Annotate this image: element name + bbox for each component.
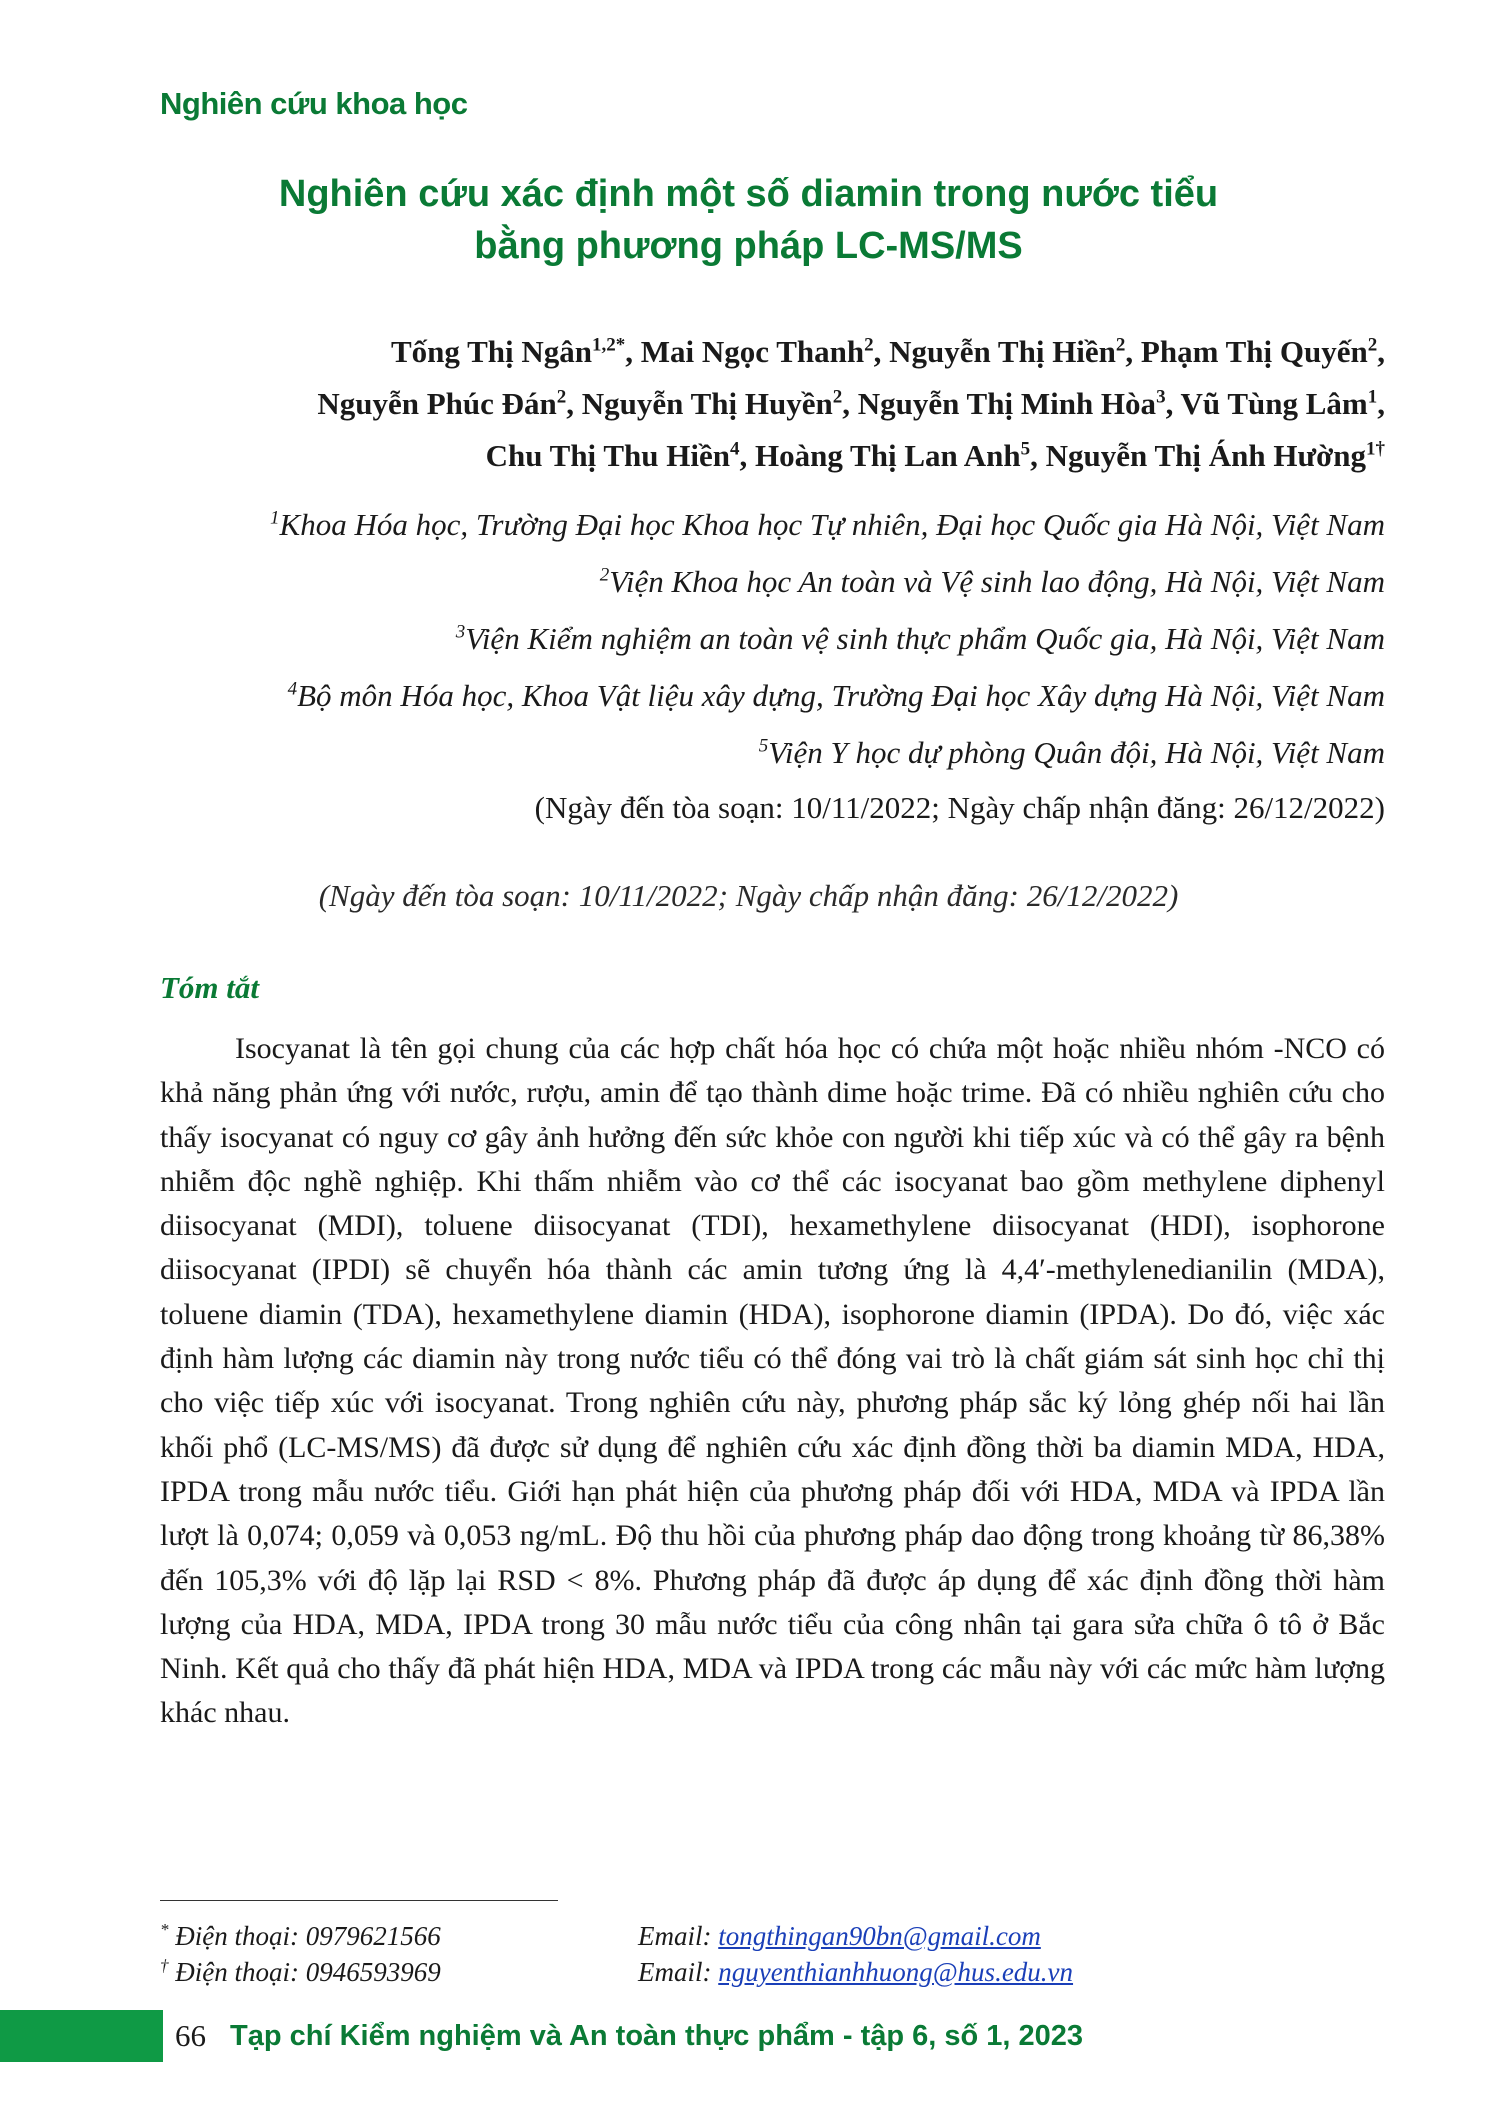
phone-text: Điện thoại: 0946593969 xyxy=(175,1957,441,1987)
affiliation-text: Bộ môn Hóa học, Khoa Vật liệu xây dựng, Trường Đại học Xây dựng Hà Nội, Việt Nam xyxy=(297,678,1385,713)
author-affiliation-mark: 2 xyxy=(1115,334,1126,356)
author-name: Mai Ngọc Thanh xyxy=(640,334,865,369)
article-title xyxy=(0,168,1497,272)
footnote-mark: * xyxy=(160,1920,169,1939)
author-list xyxy=(317,326,1385,482)
author-name: Nguyễn Phúc Đán xyxy=(317,386,557,421)
footnote-phone xyxy=(160,1954,441,1990)
author-affiliation-mark: 1,2* xyxy=(591,334,626,356)
author-separator: , xyxy=(1030,438,1046,473)
email-label: Email: xyxy=(638,1921,719,1951)
affiliation-text: Khoa Hóa học, Trường Đại học Khoa học Tự nhiên, Đại học Quốc gia Hà Nội, Việt Nam xyxy=(279,507,1385,542)
affiliation-text: Viện Y học dự phòng Quân đội, Hà Nội, Việt Nam xyxy=(768,735,1385,770)
footnote-divider xyxy=(160,1900,558,1901)
abstract-body: Isocyanat là tên gọi chung của các hợp chất hóa học có chứa một hoặc nhiều nhóm -NCO có khả năng phản ứng với nước, rượu, amin để tạo thành dime hoặc trime. Đã có nhiều nghiên cứu cho thấy isocyanat có nguy cơ gây ảnh hưởng đến sức khỏe con người khi tiếp xúc và có thể gây ra bệnh nhiễm độc nghề nghiệp. Khi thấm nhiễm vào cơ thể các isocyanat bao gồm methylene diphenyl diisocyanat (MDI), toluene diisocyanat (TDI), hexamethylene diisocyanat (HDI), isophorone diisocyanat (IPDI) sẽ chuyển hóa thành các amin tương ứng là 4,4′-methylenedianilin (MDA), toluene diamin (TDA), hexamethylene diamin (HDA), isophorone diamin (IPDA). Do đó, việc xác định hàm lượng các diamin này trong nước tiểu có thể đóng vai trò là chất giám sát sinh học chỉ thị cho việc tiếp xúc với isocyanat. Trong nghiên cứu này, phương pháp sắc ký lỏng ghép nối hai lần khối phổ (LC-MS/MS) đã được sử dụng để nghiên cứu xác định đồng thời ba diamin MDA, HDA, IPDA trong mẫu nước tiểu. Giới hạn phát hiện của phương pháp đối với HDA, MDA và IPDA lần lượt là 0,074; 0,059 và 0,053 ng/mL. Độ thu hồi của phương pháp dao động trong khoảng từ 86,38% đến 105,3% với độ lặp lại RSD < 8%. Phương pháp đã được áp dụng để xác định đồng thời hàm lượng của HDA, MDA, IPDA trong 30 mẫu nước tiểu của công nhân tại gara sửa chữa ô tô ở Bắc Ninh. Kết quả cho thấy đã phát hiện HDA, MDA và IPDA trong các mẫu này với các mức hàm lượng khác nhau. xyxy=(160,1032,1385,1730)
section-label: Nghiên cứu khoa học xyxy=(160,86,468,121)
article-title-line-2: bằng phương pháp LC-MS/MS xyxy=(474,225,1023,267)
footnote-row xyxy=(160,1954,1400,1990)
email-link[interactable]: nguyenthianhhuong@hus.edu.vn xyxy=(718,1957,1074,1987)
affiliation xyxy=(270,496,1385,553)
journal-name: Tạp chí Kiểm nghiệm và An toàn thực phẩm - tập 6, số 1, 2023 xyxy=(230,2019,1084,2052)
phone-text: Điện thoại: 0979621566 xyxy=(175,1921,441,1951)
author-name: Nguyễn Thị Ánh Hường xyxy=(1045,438,1366,473)
author-affiliation-mark: 4 xyxy=(730,438,740,460)
affiliation-number: 1 xyxy=(270,507,280,529)
author-line xyxy=(317,430,1385,482)
author-separator: , xyxy=(739,438,755,473)
footer-bar xyxy=(0,2010,1497,2062)
affiliation-number: 5 xyxy=(758,735,769,757)
affiliation-number: 3 xyxy=(455,621,466,643)
author-separator: , xyxy=(1377,386,1385,421)
author-name: Nguyễn Thị Huyền xyxy=(581,386,833,421)
author-name: Chu Thị Thu Hiền xyxy=(485,438,730,473)
affiliation xyxy=(270,610,1385,667)
affiliation-number: 4 xyxy=(287,678,298,700)
author-separator: , xyxy=(842,386,858,421)
author-separator: , xyxy=(873,334,890,369)
author-affiliation-mark: 3 xyxy=(1156,386,1166,408)
affiliation-text: Viện Khoa học An toàn và Vệ sinh lao động, Hà Nội, Việt Nam xyxy=(609,564,1385,599)
article-title-line-1: Nghiên cứu xác định một số diamin trong nước tiểu xyxy=(278,173,1219,215)
author-line xyxy=(317,378,1385,430)
received-accepted-dates: (Ngày đến tòa soạn: 10/11/2022; Ngày chấp nhận đăng: 26/12/2022) xyxy=(534,790,1385,825)
footnote-email xyxy=(638,1954,1073,1990)
footer-green-block xyxy=(0,2010,218,2062)
affiliation-list xyxy=(270,496,1385,781)
author-separator: , xyxy=(1377,334,1385,369)
footnote-phone xyxy=(160,1918,441,1954)
affiliation xyxy=(270,667,1385,724)
author-name: Phạm Thị Quyến xyxy=(1140,334,1368,369)
author-affiliation-mark: 2 xyxy=(864,334,874,356)
author-affiliation-mark: 2 xyxy=(556,386,567,408)
email-label: Email: xyxy=(638,1957,719,1987)
email-link[interactable]: tongthingan90bn@gmail.com xyxy=(718,1921,1041,1951)
footnote-row xyxy=(160,1918,1400,1954)
author-affiliation-mark: 2 xyxy=(1367,334,1378,356)
author-name: Vũ Tùng Lâm xyxy=(1180,386,1368,421)
footnotes xyxy=(160,1918,1400,1990)
author-line xyxy=(317,326,1385,378)
author-separator: , xyxy=(625,334,641,369)
abstract-heading: Tóm tắt xyxy=(160,970,260,1005)
affiliation xyxy=(270,724,1385,781)
affiliation xyxy=(270,553,1385,610)
footnote-mark: † xyxy=(160,1956,169,1975)
author-affiliation-mark: 1† xyxy=(1366,438,1385,460)
author-name: Tống Thị Ngân xyxy=(390,334,592,369)
footnote-email xyxy=(638,1918,1041,1954)
author-affiliation-mark: 1 xyxy=(1367,386,1378,408)
page-number: 66 xyxy=(163,2010,218,2062)
author-name: Nguyễn Thị Hiền xyxy=(889,334,1116,369)
author-affiliation-mark: 5 xyxy=(1020,438,1031,460)
received-accepted-dates-italic: (Ngày đến tòa soạn: 10/11/2022; Ngày chấp nhận đăng: 26/12/2022) xyxy=(318,878,1179,913)
author-name: Nguyễn Thị Minh Hòa xyxy=(857,386,1157,421)
author-separator: , xyxy=(1165,386,1181,421)
author-separator: , xyxy=(566,386,582,421)
affiliation-text: Viện Kiểm nghiệm an toàn vệ sinh thực phẩm Quốc gia, Hà Nội, Việt Nam xyxy=(465,621,1385,656)
author-name: Hoàng Thị Lan Anh xyxy=(755,438,1021,473)
affiliation-number: 2 xyxy=(599,564,610,586)
author-separator: , xyxy=(1125,334,1141,369)
author-affiliation-mark: 2 xyxy=(832,386,843,408)
